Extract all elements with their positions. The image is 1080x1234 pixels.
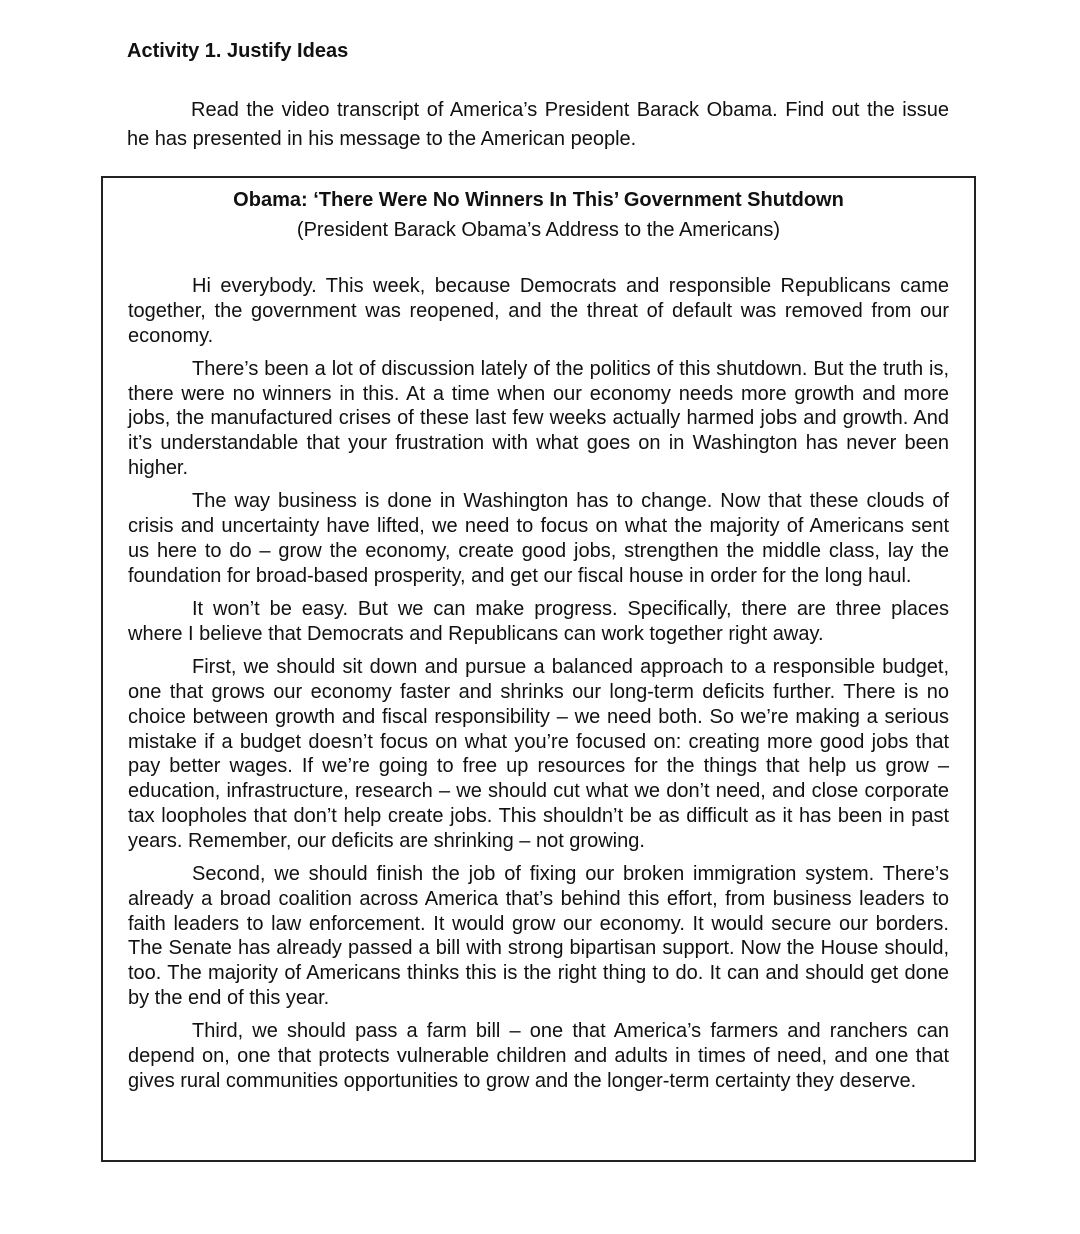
transcript-paragraph-4: It won’t be easy. But we can make progress. Specifically, there are three places where I believe that Democrats and Republicans can work together right away. [128, 598, 949, 645]
transcript-body [128, 274, 949, 1102]
transcript-subtitle: (President Barack Obama’s Address to the Americans) [296, 219, 781, 241]
transcript-paragraph-5: First, we should sit down and pursue a balanced approach to a responsible budget, one that grows our economy faster and shrinks our long-term deficits further. There is no choice between growth and fiscal responsibility – we need both. So we’re making a serious mistake if a budget doesn’t focus on what you’re focused on: creating more good jobs that pay better wages. If we’re going to free up resources for the things that help us grow – education, infrastructure, research – we should cut what we don’t need, and close corporate tax loopholes that don’t help create jobs. This shouldn’t be as difficult as it has been in past years. Remember, our deficits are shrinking – not growing. [128, 656, 949, 852]
transcript-paragraph-3: The way business is done in Washington has to change. Now that these clouds of crisis and uncertainty have lifted, we need to focus on what the majority of Americans sent us here to do – grow the economy, create good jobs, strengthen the middle class, lay the foundation for broad-based prosperity, and get our fiscal house in order for the long haul. [128, 490, 949, 587]
transcript-paragraph-1: Hi everybody. This week, because Democrats and responsible Republicans came together, the government was reopened, and the threat of default was removed from our economy. [128, 275, 949, 347]
transcript-box [101, 176, 976, 1162]
transcript-paragraph-6: Second, we should finish the job of fixing our broken immigration system. There’s already a broad coalition across America that’s behind this effort, from business leaders to faith leaders to law enforcement. It would grow our economy. It would secure our borders. The Senate has already passed a bill with strong bipartisan support. Now the House should, too. The majority of Americans thinks this is the right thing to do. It can and should get done by the end of this year. [128, 863, 949, 1010]
activity-instructions: Read the video transcript of America’s President Barack Obama. Find out the issue he has presented in his message to the American people. [127, 99, 949, 150]
transcript-paragraph-7: Third, we should pass a farm bill – one that America’s farmers and ranchers can depend on, one that protects vulnerable children and adults in times of need, and one that gives rural communities opportunities to grow and the longer-term certainty they deserve. [128, 1020, 949, 1092]
transcript-paragraph-2: There’s been a lot of discussion lately of the politics of this shutdown. But the truth is, there were no winners in this. At a time when our economy needs more growth and more jobs, the manufactured crises of these last few weeks actually harmed jobs and growth. And it’s understandable that your frustration with what goes on in Washington has never been higher. [128, 357, 949, 480]
activity-title: Activity 1. Justify Ideas [127, 40, 349, 62]
transcript-title: Obama: ‘There Were No Winners In This’ Government Shutdown [233, 189, 844, 211]
